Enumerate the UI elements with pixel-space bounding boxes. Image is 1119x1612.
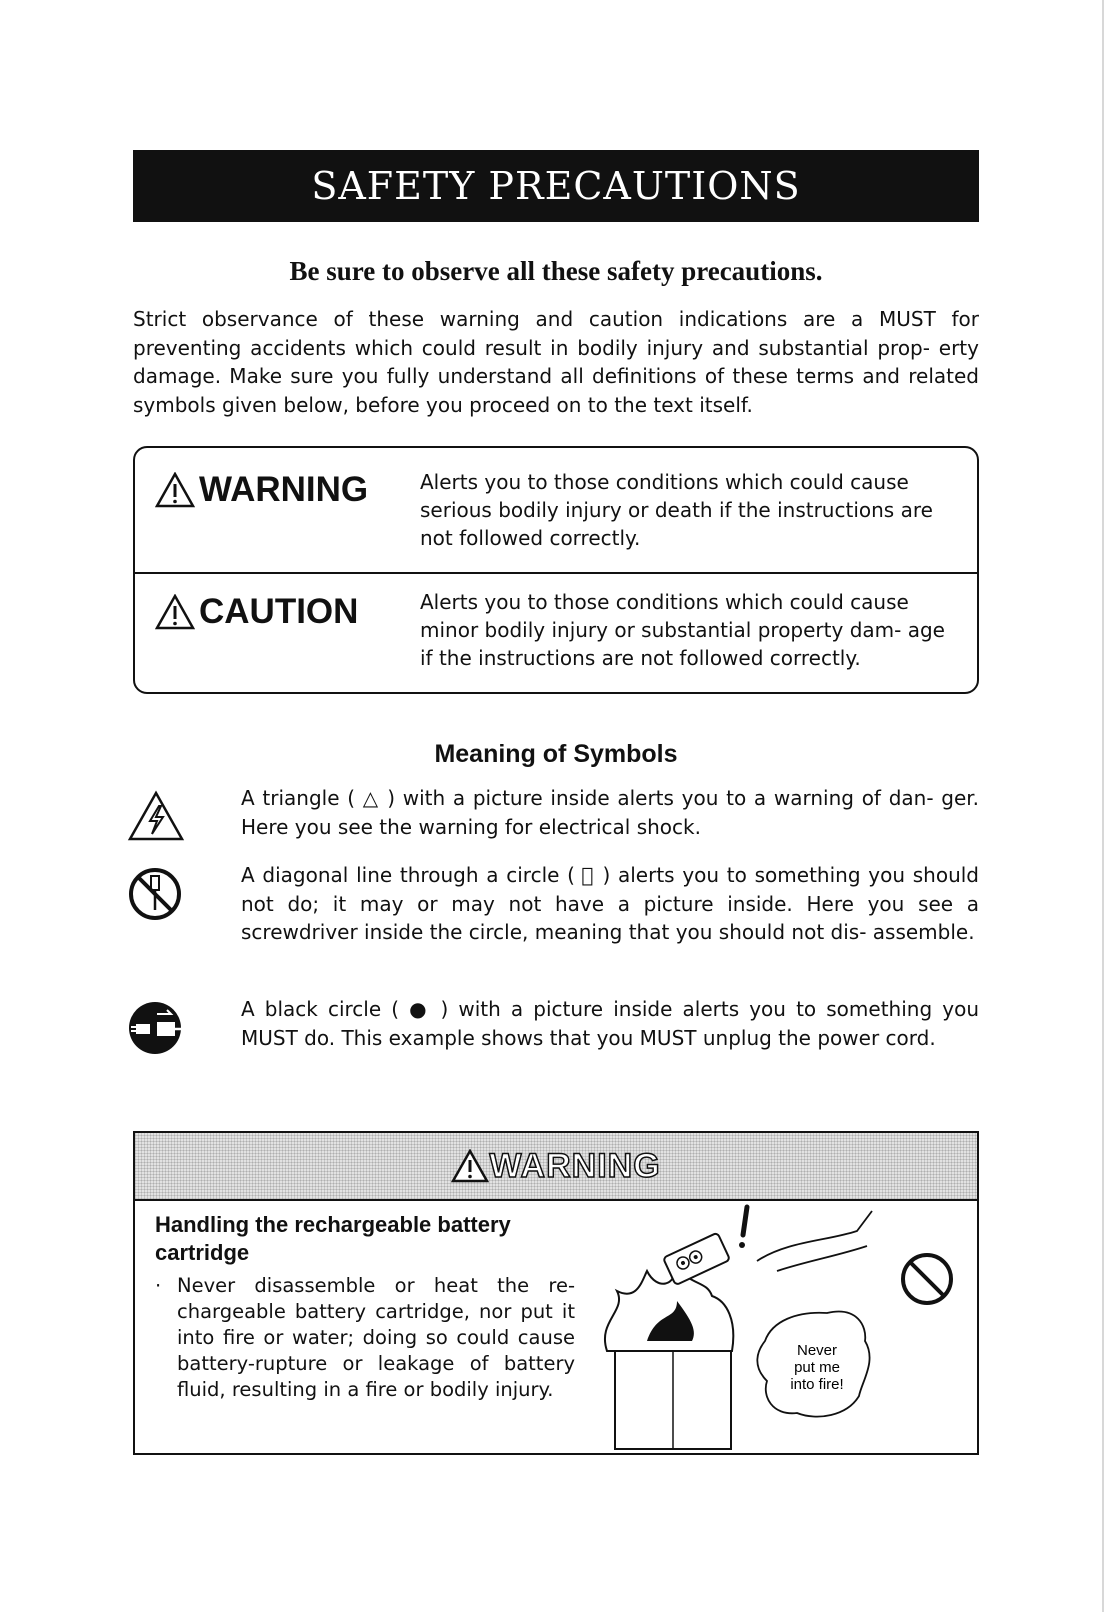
bubble-text-line-1: Never bbox=[796, 1342, 838, 1359]
bubble-text-line-2: put me bbox=[794, 1359, 840, 1376]
warning-definition-row bbox=[135, 448, 977, 574]
symbol-text-mandatory: A black circle ( ● ) with a picture inside alerts you to something you MUST do. This example shows that you MUST unplug the power cord. bbox=[241, 997, 979, 1050]
unplug-power-cord-icon bbox=[127, 1000, 183, 1056]
battery-warning-header bbox=[135, 1133, 977, 1201]
warning-definition-text: Alerts you to those conditions which could cause serious bodily injury or death if the instructions are not followed correctly. bbox=[420, 470, 933, 550]
symbol-text-prohibition: A diagonal line through a circle ( ⃠ ) alerts you to something you should not do; it may or may not have a picture inside. Here you see a screwdriver inside the circle, meaning that you should not dis- assemble. bbox=[241, 863, 979, 944]
battery-warning-title: WARNING bbox=[489, 1146, 661, 1185]
warning-label bbox=[155, 470, 368, 510]
battery-warning-bullet-text: Never disassemble or heat the re- chargeable battery cartridge, nor put it into fire or water; doing so could cause battery-rupture or leakage of battery fluid, resulting in a fire or bodily injury. bbox=[177, 1274, 575, 1401]
bubble-text-line-3: into fire! bbox=[790, 1376, 844, 1393]
definitions-box bbox=[133, 446, 979, 694]
battery-warning-title-group bbox=[451, 1147, 660, 1186]
battery-warning-subtitle: Handling the rechargeable battery cartridge bbox=[155, 1212, 511, 1265]
caution-label-text: CAUTION bbox=[199, 592, 359, 631]
bullet-marker: · bbox=[155, 1274, 162, 1297]
page-title-banner bbox=[133, 150, 979, 222]
battery-warning-bullet bbox=[155, 1273, 575, 1403]
electric-shock-triangle-icon bbox=[127, 790, 185, 842]
page-title: SAFETY PRECAUTIONS bbox=[311, 164, 801, 208]
battery-in-fire-illustration bbox=[597, 1201, 975, 1451]
caution-definition-text: Alerts you to those conditions which could cause minor bodily injury or substantial property dam- age if the instructions are not followed correctly. bbox=[420, 590, 945, 670]
intro-paragraph: Strict observance of these warning and caution indications are a MUST for preventing accidents which could result in bodily injury and substantial prop- erty damage. Make sure you fully understand all definitions of these terms and related symbols given below, before you proceed on to the text itself. bbox=[133, 307, 979, 417]
symbol-text-triangle: A triangle ( △ ) with a picture inside alerts you to a warning of dan- ger. Here you see the warning for electrical shock. bbox=[241, 786, 979, 839]
caution-label bbox=[155, 592, 358, 632]
caution-definition-row bbox=[135, 574, 977, 692]
battery-warning-box bbox=[133, 1131, 979, 1455]
page-subtitle: Be sure to observe all these safety precautions. bbox=[289, 256, 823, 286]
warning-triangle-icon bbox=[451, 1149, 489, 1183]
no-disassembly-icon bbox=[127, 866, 183, 922]
warning-triangle-icon bbox=[155, 594, 195, 630]
symbols-heading: Meaning of Symbols bbox=[434, 740, 678, 768]
warning-label-text: WARNING bbox=[199, 470, 369, 509]
page-edge-rule bbox=[1102, 0, 1104, 1612]
hand-shape bbox=[757, 1211, 872, 1271]
warning-triangle-icon bbox=[155, 472, 195, 508]
battery-character-shape bbox=[663, 1233, 730, 1286]
